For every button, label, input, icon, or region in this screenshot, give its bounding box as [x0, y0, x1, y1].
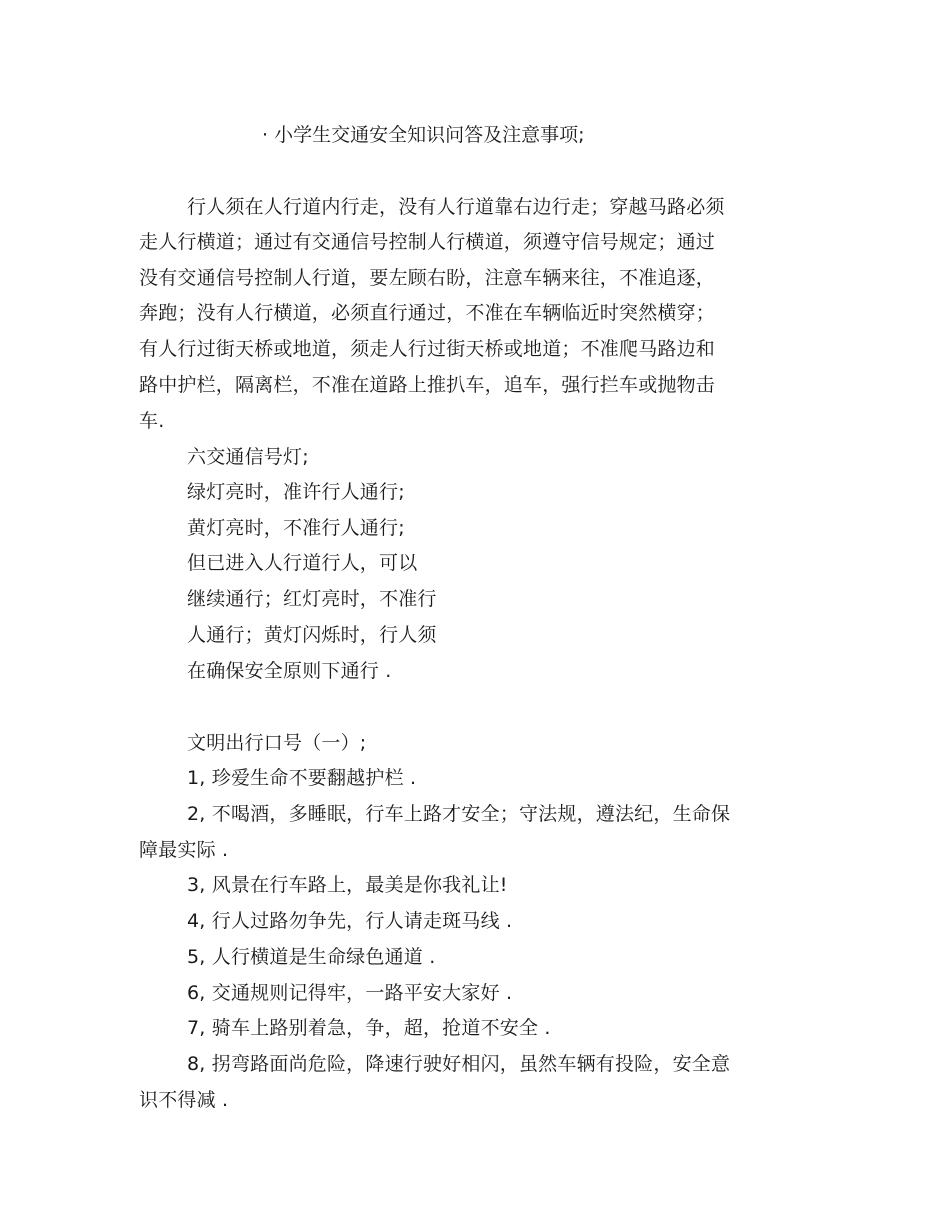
slogans-heading: 文明出行口号（一）; — [187, 732, 367, 754]
paragraph-line: 走人行横道；通过有交通信号控制人行横道，须遵守信号规定；通过 — [139, 231, 716, 253]
slogan-item-continued: 识不得减 . — [139, 1089, 229, 1111]
slogan-item: 8, 拐弯路面尚危险，降速行驶好相闪，虽然车辆有投险，安全意 — [187, 1053, 731, 1075]
signals-heading: 六交通信号灯; — [187, 446, 309, 468]
signals-line: 继续通行；红灯亮时，不准行 — [187, 588, 437, 610]
signals-line: 在确保安全原则下通行 . — [187, 660, 392, 682]
paragraph-line: 路中护栏，隔离栏，不准在道路上推扒车，追车，强行拦车或抛物击 — [139, 374, 716, 396]
paragraph-line: 奔跑；没有人行横道，必须直行通过，不准在车辆临近时突然横穿； — [139, 302, 716, 324]
slogan-item: 2, 不喝酒，多睡眠，行车上路才安全；守法规，遵法纪，生命保 — [187, 803, 731, 825]
slogan-item: 7, 骑车上路别着急，争，超，抢道不安全 . — [187, 1017, 551, 1039]
slogan-item: 5, 人行横道是生命绿色通道 . — [187, 946, 436, 968]
slogan-item: 1, 珍爱生命不要翻越护栏 . — [187, 767, 417, 789]
slogan-item: 4, 行人过路勿争先，行人请走斑马线 . — [187, 910, 513, 932]
paragraph-line: 有人行过街天桥或地道，须走人行过街天桥或地道；不准爬马路边和 — [139, 338, 716, 360]
slogan-item: 6, 交通规则记得牢，一路平安大家好 . — [187, 982, 513, 1004]
paragraph-line: 行人须在人行道内行走，没有人行道靠右边行走；穿越马路必须 — [187, 196, 725, 218]
document-title: · 小学生交通安全知识问答及注意事项; — [262, 124, 585, 146]
slogan-item: 3, 风景在行车路上，最美是你我礼让! — [187, 874, 508, 896]
signals-line: 但已进入人行道行人，可以 — [187, 552, 418, 574]
signals-line: 黄灯亮时，不准行人通行; — [187, 517, 405, 539]
slogan-item-continued: 障最实际 . — [139, 839, 229, 861]
signals-line: 人通行；黄灯闪烁时，行人须 — [187, 624, 437, 646]
paragraph-line: 没有交通信号控制人行道，要左顾右盼，注意车辆来往，不准追逐， — [139, 267, 716, 289]
signals-line: 绿灯亮时，准许行人通行; — [187, 481, 405, 503]
paragraph-line: 车. — [139, 410, 165, 432]
